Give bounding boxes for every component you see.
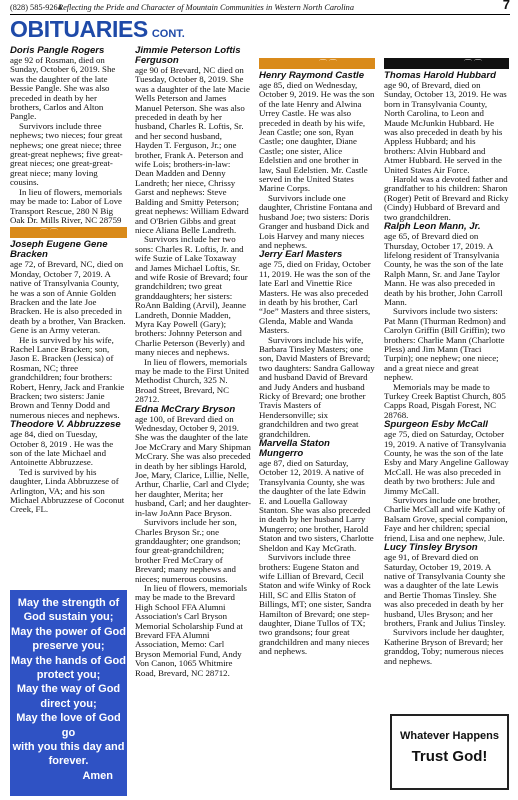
prayer-line: God sustain you; [23,611,114,624]
obituary-name: Ralph Leon Mann, Jr. [384,221,481,233]
obituary-name: Henry Raymond Castle [259,70,365,81]
obituary-paragraph: Survivors include three nephews; two nieces; four great nephews; one great niece; three great-great nephews; five great-great nieces; one great-great-great niece; many loving cousins. [10,120,123,188]
divider-band [259,58,375,69]
trust-box-line2: Trust God! [411,748,488,765]
prayer-line: May the power of God [11,625,126,638]
prayer-line: May the hands of God [11,654,126,667]
obituary-paragraph: Survivors include two sisters: Pat Mann (Thurman Redmon) and Carolyn Griffin (Bill Griffin); two brothers: Charlie Mann (Charlotte Pless) and Jim Mann (Traci Turpin); one nephew; one niece; and a great niece and great nephew. [384,306,506,383]
section-title-text: OBITUARIES [10,16,148,42]
divider-band [10,227,127,238]
section-title-suffix: CONT. [151,28,185,40]
prayer-line: May the strength of [17,597,120,609]
obituary-paragraph: age 72, of Brevard, NC, died on Monday, October 7, 2019. A native of Transylvania County, he was a son of Annie Golden Bracken and the late Joe Bracken. He is also preceded in death by a brother, Van Bracken. Gene is an Army veteran. [10,259,126,336]
prayer-line: protect you; [36,669,101,682]
header-tagline: Reflecting the Pride and Character of Mountain Communities in Western North Carolina [58,3,354,12]
obituary-name: Marvella Staton Mungerro [259,438,330,460]
prayer-amen: Amen [82,769,113,782]
obituary-paragraph: Survivors include three brothers: Eugene Staton and wife Lillian of Brevard, Cecil Staton and wife Winky of Rock Hill, SC and Ellis Staton of Billings, MT; one sister, Sandra Hamilton of Brevard; one step-daughter, Diane Tullos of TX; two grandsons; four great grandchildren and many nieces and nephews. [259,552,372,657]
divider-band [384,58,509,69]
obituary-paragraph: Survivors include one daughter, Christine Fontana and husband Joe; two sisters: Doris Granger and husband Dick and Lois Harvey and many nieces and nephews. [259,192,373,250]
obituary-paragraph: age 84, died on Tuesday, October 8, 2019 . He was the son of the late Michael and Antoinette Abbruzzese. [10,429,114,468]
obituary-paragraph: Harold was a devoted father and grandfather to his children: Sharon (Roger) Petit of Brevard and Ricky (Cindy) Hubbard of Brevard and two grandchildren. [384,174,509,222]
page-number: 7 [502,0,510,12]
obituary-paragraph: age 65, of Brevard died on Thursday, October 17, 2019. A lifelong resident of Transylvania County, he was the son of the late Ralph Mann, Sr. and Jane Taylor Mann. He was also preceded in death by his brother, John Carroll Mann. [384,231,504,307]
obituary-name: Edna McCrary Bryson [135,403,236,415]
section-title [10,16,185,42]
obituary-paragraph: Survivors include her two sons: Charles R. Loftis, Jr. and wife Suzie of Lake Toxaway and James Michael Loftis, Sr. and wife Rosie of Brevard; four grandchildren; two great granddaughters; her sisters: RoAnn Balding (Arvil), Jeanne Landreth, Donnie Madden, Myra Kay Powell (Gary); brothers: Johnny Peterson and Charlie Peterson (Beverly) and many nieces and nephews. [135,234,248,358]
obituary-name: Thomas Harold Hubbard [384,70,496,81]
obituary-name: Jimmie Peterson Loftis Ferguson [135,45,241,66]
prayer-line: May the way of God [16,683,121,696]
obituary-paragraph: Ted is survived by his daughter, Linda Abbruzzese of Arlington, VA; and his son Michael Abbruzzese of Coconut Creek, FL. [10,466,125,515]
obituary-paragraph: age 75, died on Friday, October 11, 2019. He was the son of the late Earl and Vinettie Rice Masters. He was also preceded in death by his brother, Carl “Joe” Masters and three sisters, Glenda, Mable and Wanda Masters. [259,259,371,336]
obituary-name: Lucy Tinsley Bryson [384,542,478,554]
obituary-paragraph: age 87, died on Saturday, October 12, 2019. A native of Transylvania County, she was the daughter of the late Edwin E. and Louella Galloway Stanton. She was also preceded in death by her husband Larry Mungerro; one brother, Harold Staton and two sisters, Charlotte Sheldon and Kay McGrath. [259,458,374,553]
obituary-paragraph: He is survived by his wife, Rachel Lance Bracken; son, Jason E. Bracken (Jessica) of Rosman, NC; three grandchildren; four brothers: Robert, Henry, Jack and Frankie Bracken; two sisters: Janie Brown and Tenny Dodd and numerous nieces and nephews. [10,334,125,420]
flying-birds-icon: ⌒ ⌒ [40,228,58,238]
prayer-line: preserve you; [32,640,105,653]
obituary-name: Spurgeon Esby McCall [384,419,488,431]
obituary-paragraph: age 90, of Brevard, died on Sunday, October 13, 2019. He was born in Transylvania County, North Carolina, to Leon and Maude McJunkin Hubbard. He was also preceded in death by his Appless Hubbard; and his brothers: Alvin Hubbard and Atmer Hubbard. He served in the United States Air Force. [384,80,507,175]
obituary-paragraph: Survivors include his wife, Barbara Tinsley Masters; one son, David Masters of Brevard; two daughters: Sandra Galloway and husband David of Brevard and Judy Anders and husband Ricky of Brevard; one brother Travis Masters of Hendersonville; six grandchildren and two great grandchildren. [259,334,375,439]
obituary-paragraph: Memorials may be made to Turkey Creek Baptist Church, 805 Capps Road, Pisgah Forest, NC 28768. [384,381,506,420]
prayer-line: May the love of God go [16,712,121,739]
obituary-paragraph: Survivors include her daughter, Katherine Bryson of Brevard; her granddog, Toby; numerous nieces and nephews. [384,627,505,666]
obituary-paragraph: Survivors include her son, Charles Bryson Sr.; one granddaughter; one grandson; four great-grandchildren; brother Fred McCrary of Brevard; many nephews and nieces; numerous cousins. [135,517,241,584]
obituary-paragraph: In lieu of flowers, memorials may be made to the First United Methodist Church, 325 N. Broad Street, Brevard, NC 28712. [135,356,249,405]
obituary-name: Joseph Eugene Gene Bracken [10,239,108,261]
column-4 [384,56,509,666]
prayer-line: forever. [48,755,89,768]
column-1 [10,46,127,515]
obituary-paragraph: age 85, died on Wednesday, October 9, 2019. He was the son of the late Henry and Alwina Urrey Castle. He was also preceded in death by his wife, Jean Castle; one son, Ryan Castle; one daughter, Diane Castle; one sister, Alice Edelstien and one brother in law, Saul Edelstien. Mr. Castle served in the United States Marine Corps. [259,80,375,194]
page-header [10,2,510,15]
obituary-paragraph: age 90 of Brevard, NC died on Tuesday, October 8, 2019. She was a daughter of the late Macie Wells Peterson and James Manuel Peterson. She was also preceded in death by her husband, Charles R. Loftis, Sr. and her second husband, Hayden T. Ferguson, Jr.; one brother, Frank A. Peterson and wife Lois; brothers-in-law: Dean Madden and Denny Landreth; her niece, Chrissy Garst and nephews: Steve Balding and Smitty Peterson; great nephews: William Edward and O'Brien Gibbs and great niece Aliana Belle Landreth. [135,65,250,235]
obituary-paragraph: In lieu of flowers, memorials may be made to the Brevard High School FFA Alumni Association's Carl Bryson Memorial Scholarship Fund at Brevard FFA Alumni Association, Memo: Carl Bryson Memorial Fund, Andy Von Canon, 1065 Whitmire Road, Brevard, NC 28712. [135,582,247,678]
prayer-box [10,590,127,796]
obituary-name: Jerry Earl Masters [259,249,343,261]
obituary-name: Doris Pangle Rogers [10,45,105,56]
prayer-line: direct you; [40,697,97,710]
obituary-paragraph: age 91, of Brevard died on Saturday, October 19, 2019. A native of Transylvania County she was a daughter of the late Lewis and Bertie Thomas Tinsley. She was also preceded in death by her husband, Ules Bryson; and her brothers, Frank and Julius Tinsley. [384,552,506,628]
trust-god-box [390,714,509,790]
obituary-paragraph: age 100, of Brevard died on Wednesday, October 9, 2019. She was the daughter of the late Joe McCrary and Mary Shipman McCrary. She was also preceded in death by her siblings Harold, Joe, Mary, Clarice, Lillie, Nelle, Arthur, Charlie, Carl and Clyde; her daughter, Merita; her husband, Carl; and her daughter-in-law JoAnn Pace Bryson. [135,413,251,518]
flying-birds-icon: ⌒ ⌒ [464,59,482,68]
column-3 [259,56,375,657]
header-phone: (828) 585-9264 [10,3,62,12]
obituary-name: Theodore V. Abbruzzese [10,419,121,431]
obituary-paragraph: In lieu of flowers, memorials may be made to: Labor of Love Transport Rescue, 280 N Big Oak Dr. Mills River, NC 28759 [10,186,122,225]
flying-birds-icon: ⌒ ⌒ [319,59,337,68]
trust-box-line1: Whatever Happens [399,730,500,742]
obituary-paragraph: Survivors include one brother, Charlie McCall and wife Kathy of Balsam Grove, special companion, Faye and her children; special friend, Lisa and one nephew, Jule. [384,495,508,543]
prayer-line: with you this day and [12,741,125,754]
obituary-paragraph: age 92 of Rosman, died on Sunday, October 6, 2019. She was the daughter of the late Bessie Pangle. She was also preceded in death by her brothers, Carlos and Alton Pangle. [10,55,116,122]
column-2 [135,46,251,678]
obituary-paragraph: age 75, died on Saturday, October 19, 2019. A native of Transylvania County, he was the son of the late Esby and Mary Angeline Galloway McCall. He was also preceded in death by two brothers: Jule and Jimmy McCall. [384,429,509,496]
